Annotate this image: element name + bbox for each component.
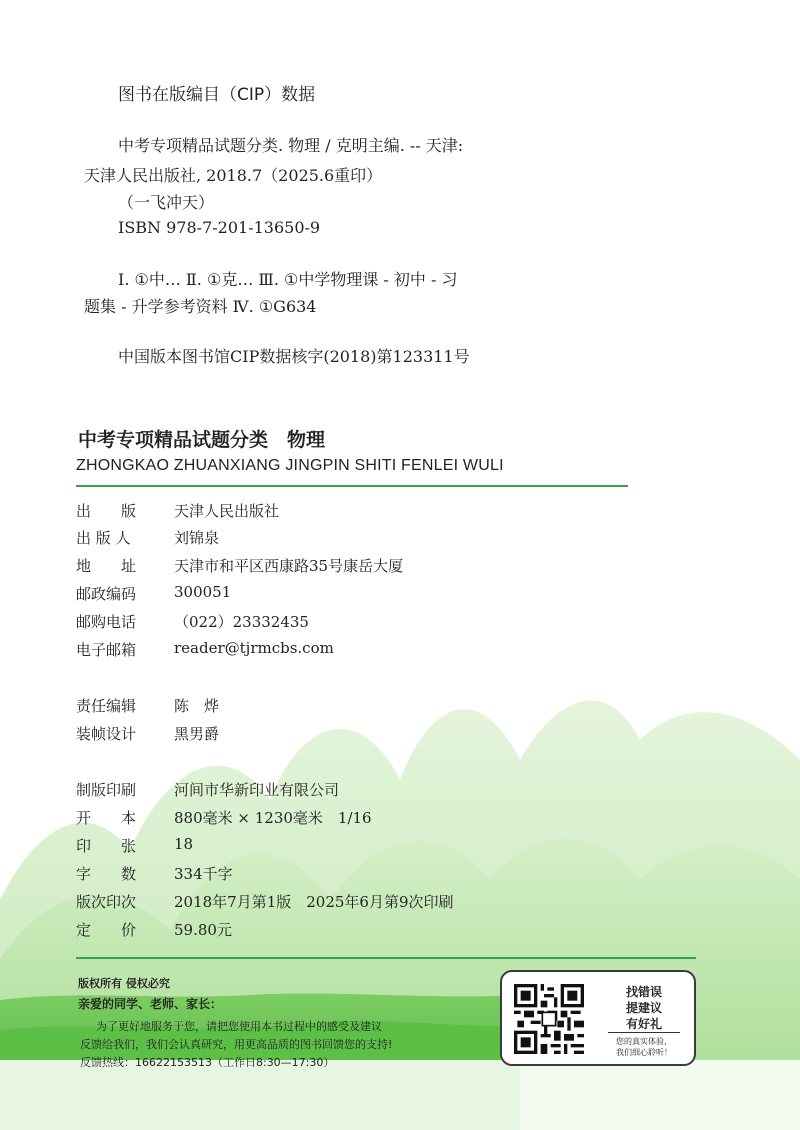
cip-line: （一飞冲天） <box>118 193 215 212</box>
notice-divider <box>76 957 696 959</box>
info-row-sheets <box>76 835 193 856</box>
info-row-editor <box>76 695 219 716</box>
qr-heading-line: 有好礼 <box>625 1017 662 1031</box>
info-row-printer <box>76 779 339 800</box>
qr-sub-line: 您的真实体验， <box>616 1037 672 1046</box>
cip-line: 天津人民出版社, 2018.7（2025.6重印） <box>84 166 383 185</box>
info-value: 880毫米 × 1230毫米 1/16 <box>174 809 372 827</box>
qr-heading-line: 提建议 <box>625 1001 662 1015</box>
cip-heading: 图书在版编目（CIP）数据 <box>118 85 316 105</box>
info-row-publisher-person <box>76 527 219 548</box>
info-label: 定 价 <box>76 921 137 939</box>
info-row-format <box>76 807 372 828</box>
info-label: 电子邮箱 <box>76 641 137 659</box>
qr-sub-line: 我们细心聆听！ <box>616 1048 672 1057</box>
book-title-pinyin: ZHONGKAO ZHUANXIANG JINGPIN SHITI FENLEI WULI <box>76 457 504 474</box>
feedback-hotline: 反馈热线：16622153513（工作日8:30—17:30） <box>80 1056 335 1069</box>
info-value: 天津人民出版社 <box>174 502 280 520</box>
feedback-qr-card[interactable] <box>500 970 696 1066</box>
info-label: 装帧设计 <box>76 725 137 743</box>
cip-line: Ⅰ. ①中… Ⅱ. ①克… Ⅲ. ①中学物理课 - 初中 - 习 <box>118 270 458 289</box>
info-label: 印 张 <box>76 837 137 855</box>
info-value: 河间市华新印业有限公司 <box>174 781 340 799</box>
info-value: 黑男爵 <box>174 725 220 743</box>
info-row-price <box>76 919 232 940</box>
info-row-phone <box>76 611 309 632</box>
info-value: 天津市和平区西康路35号康岳大厦 <box>174 557 404 575</box>
info-value: 300051 <box>174 583 232 601</box>
info-row-designer <box>76 723 219 744</box>
cip-line: 中国版本图书馆CIP数据核字(2018)第123311号 <box>118 347 470 366</box>
info-value: 59.80元 <box>174 921 232 939</box>
info-row-wordcount <box>76 863 233 884</box>
info-row-address <box>76 555 403 576</box>
info-row-edition <box>76 891 454 912</box>
cip-line: 题集 - 升学参考资料 Ⅳ. ①G634 <box>84 297 317 316</box>
info-label: 地 址 <box>76 557 137 575</box>
info-value: 2018年7月第1版 2025年6月第9次印刷 <box>174 893 454 911</box>
info-value: 18 <box>174 835 194 853</box>
email-link[interactable]: reader@tjrmcbs.com <box>174 639 334 657</box>
qr-code-icon[interactable] <box>514 984 584 1054</box>
copyright-notice: 版权所有 侵权必究 <box>78 977 170 990</box>
info-row-publisher <box>76 500 279 521</box>
book-title: 中考专项精品试题分类 物理 <box>78 429 326 451</box>
info-label: 邮政编码 <box>76 585 137 603</box>
cip-line: ISBN 978-7-201-13650-9 <box>118 218 321 237</box>
qr-card-divider <box>608 1032 680 1033</box>
qr-card-heading <box>604 984 684 1032</box>
info-label: 开 本 <box>76 809 137 827</box>
info-label: 版次印次 <box>76 893 137 911</box>
info-value: 陈 烨 <box>174 697 220 715</box>
qr-heading-line: 找错误 <box>625 985 662 999</box>
info-label: 制版印刷 <box>76 781 137 799</box>
info-label: 责任编辑 <box>76 697 137 715</box>
reader-greeting: 亲爱的同学、老师、家长： <box>78 997 223 1011</box>
cip-line: 中考专项精品试题分类. 物理 / 克明主编. -- 天津: <box>118 136 464 155</box>
info-label: 邮购电话 <box>76 613 137 631</box>
info-value: （022）23332435 <box>174 613 309 631</box>
info-label: 字 数 <box>76 865 137 883</box>
feedback-text: 反馈给我们，我们会认真研究，用更高品质的图书回馈您的支持! <box>80 1038 393 1051</box>
title-divider <box>76 485 628 487</box>
feedback-text: 为了更好地服务于您，请把您使用本书过程中的感受及建议 <box>96 1020 382 1033</box>
info-label: 出 版 人 <box>76 529 131 547</box>
info-value: 刘锦泉 <box>174 529 220 547</box>
info-label: 出 版 <box>76 502 137 520</box>
info-row-email <box>76 639 334 660</box>
qr-card-subtext <box>604 1036 684 1058</box>
info-row-postcode <box>76 583 231 604</box>
info-value: 334千字 <box>174 865 233 883</box>
